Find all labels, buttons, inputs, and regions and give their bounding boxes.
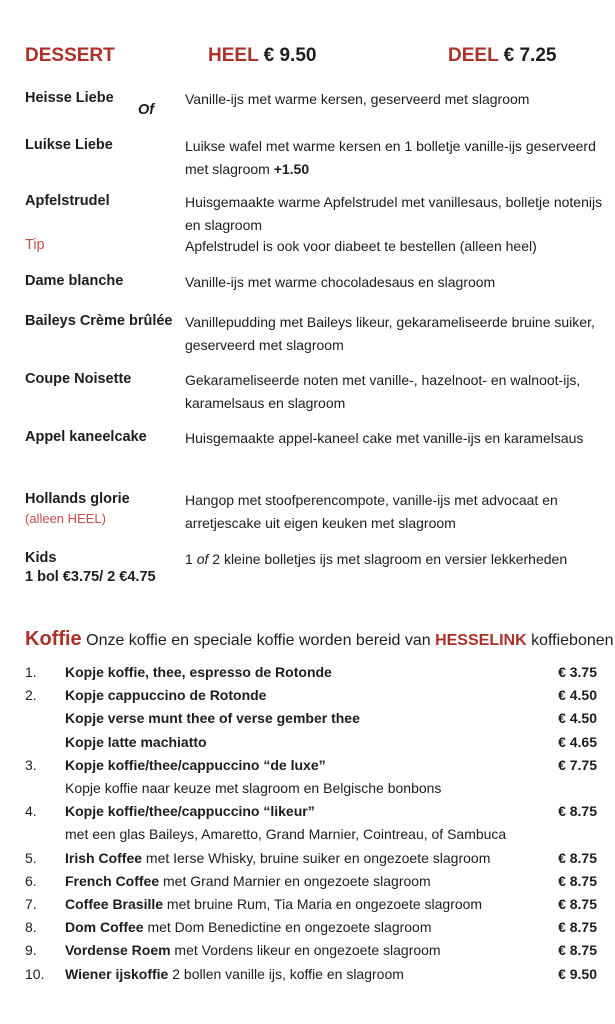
item-text-rest: met Grand Marnier en ongezoete slagroom [159, 872, 431, 889]
kids-price-note: 1 bol €3.75/ 2 €4.75 [25, 569, 156, 585]
item-text [65, 939, 527, 962]
item-note-heel-only: (alleen HEEL) [25, 511, 106, 526]
item-number: 2. [25, 687, 37, 704]
item-price: € 8.75 [558, 942, 597, 959]
item-number: 10. [25, 965, 45, 982]
item-name [25, 548, 183, 587]
item-name: Luikse Liebe [25, 137, 113, 153]
item-price: € 4.50 [558, 710, 597, 727]
item-description [185, 271, 615, 294]
koffie-heading-text: Onze koffie en speciale koffie worden bereid van [81, 632, 436, 649]
koffie-item-3-description [0, 777, 615, 800]
item-price: € 8.75 [558, 803, 597, 820]
item-description [185, 369, 615, 415]
description-text: Hangop met stoofperencompote, vanille-ijs met advocaat en arretjescake uit eigen keuken met slagroom [185, 492, 558, 531]
description-text: Vanillepudding met Baileys likeur, gekarameliseerde bruine suiker, geserveerd met slagroom [185, 314, 595, 353]
item-text-bold: Kopje koffie/thee/cappuccino “de luxe” [65, 756, 326, 773]
koffie-item-10 [0, 963, 615, 986]
item-text [65, 916, 527, 939]
koffie-item-1 [0, 661, 615, 684]
item-name: Baileys Crème brûlée [25, 313, 173, 329]
item-text [65, 823, 527, 846]
item-number: 9. [25, 942, 37, 959]
deel-label: DEEL [448, 45, 499, 66]
koffie-item-2 [0, 684, 615, 707]
item-name: Heisse Liebe [25, 90, 114, 106]
item-number: 6. [25, 872, 37, 889]
item-text-rest: Kopje koffie naar keuze met slagroom en Belgische bonbons [65, 780, 442, 797]
item-number [25, 777, 65, 800]
item-price: € 7.75 [558, 756, 597, 773]
koffie-item-munt-thee [0, 707, 615, 730]
description-text: Vanille-ijs met warme kersen, geserveerd met slagroom [185, 91, 530, 107]
item-text-bold: Kopje verse munt thee of verse gember thee [65, 710, 360, 727]
item-text-bold: Dom Coffee [65, 919, 144, 936]
item-text-bold: Kopje cappuccino de Rotonde [65, 687, 267, 704]
item-price: € 8.75 [558, 896, 597, 913]
koffie-item-7 [0, 893, 615, 916]
item-text-rest: met Dom Benedictine en ongezoete slagroom [143, 919, 432, 936]
item-text-bold: Kopje latte machiatto [65, 733, 207, 750]
description-text: Luikse wafel met warme kersen en 1 bolletje vanille-ijs geserveerd met slagroom [185, 138, 596, 177]
description-text: Gekarameliseerde noten met vanille-, hazelnoot- en walnoot-ijs, karamelsaus en slagroom [185, 372, 581, 411]
item-price [527, 823, 597, 846]
item-text [65, 777, 527, 800]
item-text-bold: Kopje koffie, thee, espresso de Rotonde [65, 664, 332, 680]
item-description [185, 427, 615, 450]
heel-price-header [208, 45, 316, 67]
koffie-heading [25, 628, 615, 651]
description-text: 2 kleine bolletjes ijs met slagroom en versier lekkerheden [208, 551, 568, 567]
item-price: € 8.75 [558, 849, 597, 866]
item-text [65, 661, 527, 684]
item-price: € 9.50 [558, 965, 597, 982]
item-text-rest: met een glas Baileys, Amaretto, Grand Marnier, Cointreau, of Sambuca [65, 826, 507, 843]
item-text-rest: met bruine Rum, Tia Maria en ongezoete slagroom [163, 896, 483, 913]
item-text [65, 870, 527, 893]
item-text [65, 800, 527, 823]
description-italic: of [196, 551, 209, 567]
item-text-rest: 2 bollen vanille ijs, koffie en slagroom [168, 965, 404, 982]
item-number [25, 731, 65, 754]
item-price: € 4.50 [558, 687, 597, 704]
dessert-title: DESSERT [25, 45, 115, 66]
description-text: Huisgemaakte appel-kaneel cake met vanille-ijs en karamelsaus [185, 430, 584, 446]
item-text-bold: Irish Coffee [65, 849, 143, 866]
koffie-item-4 [0, 800, 615, 823]
description-text: Vanille-ijs met warme chocoladesaus en slagroom [185, 274, 496, 290]
item-name-text: Hollands glorie [25, 491, 130, 507]
description-bold: +1.50 [273, 161, 310, 177]
item-name [25, 489, 183, 528]
hesselink-brand: HESSELINK [435, 632, 527, 649]
item-text [65, 963, 527, 986]
item-number: 8. [25, 919, 37, 936]
item-number: 4. [25, 803, 37, 820]
item-text-bold: Coffee Brasille [65, 896, 164, 913]
item-number [25, 707, 65, 730]
koffie-item-3 [0, 754, 615, 777]
koffie-item-8 [0, 916, 615, 939]
item-number [25, 823, 65, 846]
item-description [185, 88, 615, 111]
tip-description [185, 235, 615, 258]
item-price: € 8.75 [558, 872, 597, 889]
item-description [185, 489, 615, 535]
item-price [527, 777, 597, 800]
item-text [65, 847, 527, 870]
item-name: Coupe Noisette [25, 371, 132, 387]
description-text: 1 [185, 551, 197, 567]
item-text-bold: French Coffee [65, 872, 160, 889]
item-text-rest: met Ierse Whisky, bruine suiker en ongezoete slagroom [142, 849, 491, 866]
item-text-bold: Vordense Roem [65, 942, 171, 959]
koffie-item-6 [0, 870, 615, 893]
tip-label: Tip [25, 237, 45, 253]
item-description [185, 548, 615, 571]
koffie-item-latte [0, 731, 615, 754]
item-price: € 3.75 [558, 664, 597, 680]
item-text [65, 893, 527, 916]
item-text-bold: Kopje koffie/thee/cappuccino “likeur” [65, 803, 315, 820]
koffie-item-5 [0, 847, 615, 870]
dessert-header [0, 45, 615, 71]
item-number: 3. [25, 756, 37, 773]
or-word: Of [138, 102, 155, 118]
description-text: Huisgemaakte warme Apfelstrudel met vanillesaus, bolletje notenijs en slagroom [185, 194, 603, 233]
item-text [65, 731, 527, 754]
koffie-item-4-description [0, 823, 615, 846]
item-description [185, 135, 615, 181]
item-name: Appel kaneelcake [25, 429, 147, 445]
deel-price: € 7.25 [503, 45, 557, 66]
item-text-bold: Wiener ijskoffie [65, 965, 169, 982]
heel-price: € 9.50 [263, 45, 317, 66]
item-text-rest: met Vordens likeur en ongezoete slagroom [170, 942, 441, 959]
item-text [65, 684, 527, 707]
item-price: € 4.65 [558, 733, 597, 750]
deel-price-header [448, 45, 556, 67]
koffie-item-9 [0, 939, 615, 962]
item-text [65, 707, 527, 730]
item-number: 5. [25, 849, 37, 866]
item-number: 1. [25, 664, 37, 680]
item-name: Dame blanche [25, 273, 124, 289]
koffie-title: Koffie [25, 628, 82, 650]
item-description [185, 191, 615, 237]
koffie-heading-tail: koffiebonen [526, 632, 614, 649]
description-text: Apfelstrudel is ook voor diabeet te bestellen (alleen heel) [185, 238, 537, 254]
item-number: 7. [25, 896, 37, 913]
heel-label: HEEL [208, 45, 259, 66]
item-name-text: Kids [25, 550, 57, 566]
item-text [65, 754, 527, 777]
item-description [185, 311, 615, 357]
item-price: € 8.75 [558, 919, 597, 936]
koffie-list [0, 661, 615, 986]
item-name: Apfelstrudel [25, 193, 110, 209]
